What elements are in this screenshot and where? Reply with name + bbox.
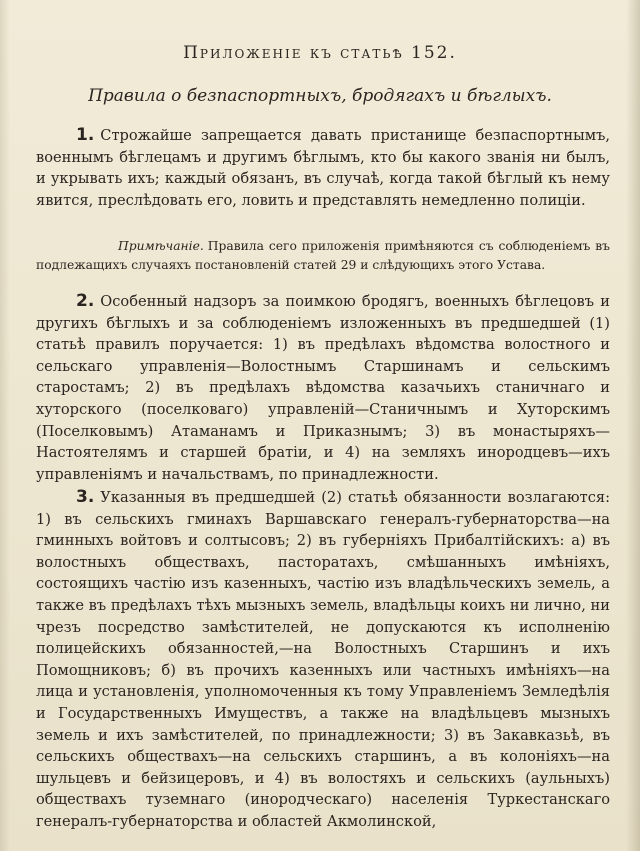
paragraph-text: Строжайше запрещается давать пристанище безпаспортнымъ, военнымъ бѣглецамъ и другимъ бѣглымъ, кто бы какого званія ни былъ, и укрывать ихъ; каждый обязанъ, въ случаѣ, когда такой бѣглый къ нему явится, преслѣдовать его, ловить и представлять немедленно полиціи. xyxy=(36,127,610,209)
note-text: Правила сего приложенія примѣняются съ соблюденіемъ въ подлежащихъ случаяхъ постановленій статей 29 и слѣдующихъ этого Устава. xyxy=(36,239,610,272)
paragraph-2 xyxy=(36,291,610,485)
paragraph-number: 2. xyxy=(76,291,95,311)
footnote-remark xyxy=(36,237,610,275)
appendix-heading: Приложеніе къ статьѣ 152. xyxy=(183,43,457,63)
rules-subheading: Правила о безпаспортныхъ, бродягахъ и бѣглыхъ. xyxy=(88,86,552,106)
page-edge-right xyxy=(626,0,640,851)
note-label: Примѣчаніе. xyxy=(118,239,204,253)
paragraph-number: 1. xyxy=(76,125,95,145)
paragraph-text: Особенный надзоръ за поимкою бродягъ, военныхъ бѣглецовъ и другихъ бѣглыхъ и за соблюденіемъ изложенныхъ въ предшедшей (1) статьѣ правилъ поручается: 1) въ предѣлахъ вѣдомства волостного и сельскаго управленія—Волостнымъ Старшинамъ и сельскимъ старостамъ; 2) въ предѣлахъ вѣдомства казачьихъ станичнаго и хуторского (поселковаго) управленій—Станичнымъ и Хуторскимъ (Поселковымъ) Атаманамъ и Приказнымъ; 3) въ монастыряхъ—Настоятелямъ и старшей братіи, и 4) на земляхъ инородцевъ—ихъ управленіямъ и начальствамъ, по принадлежности. xyxy=(36,293,610,483)
paragraph-text: Указанныя въ предшедшей (2) статьѣ обязанности возлагаются: 1) въ сельскихъ гминахъ Варшавскаго генералъ-губернаторства—на гминныхъ войтовъ и солтысовъ; 2) въ губерніяхъ Прибалтійскихъ: а) въ волостныхъ обществахъ, пасторатахъ, смѣшанныхъ имѣніяхъ, состоящихъ частію изъ казенныхъ, частію изъ владѣльческихъ земель, а также въ предѣлахъ тѣхъ мызныхъ земель, владѣльцы коихъ ни лично, ни чрезъ посредство замѣстителей, не допускаются къ исполненію полицейскихъ обязанностей,—на Волостныхъ Старшинъ и ихъ Помощниковъ; б) въ прочихъ казенныхъ или частныхъ имѣніяхъ—на лица и установленія, уполномоченныя къ тому Управленіемъ Земледѣлія и Государственныхъ Имуществъ, а также на владѣльцевъ мызныхъ земель и ихъ замѣстителей, по принадлежности; 3) въ Закавказьѣ, въ сельскихъ обществахъ—на сельскихъ старшинъ, а въ колоніяхъ—на шульцевъ и бейзицеровъ, и 4) въ волостяхъ и сельскихъ (аульныхъ) обществахъ туземнаго (инородческаго) населенія Туркестанскаго генералъ-губернаторства и областей Акмолинской, xyxy=(36,489,610,830)
page-edge-left xyxy=(0,0,10,851)
paragraph-3 xyxy=(36,487,610,833)
paragraph-number: 3. xyxy=(76,487,95,507)
paragraph-1 xyxy=(36,125,610,211)
